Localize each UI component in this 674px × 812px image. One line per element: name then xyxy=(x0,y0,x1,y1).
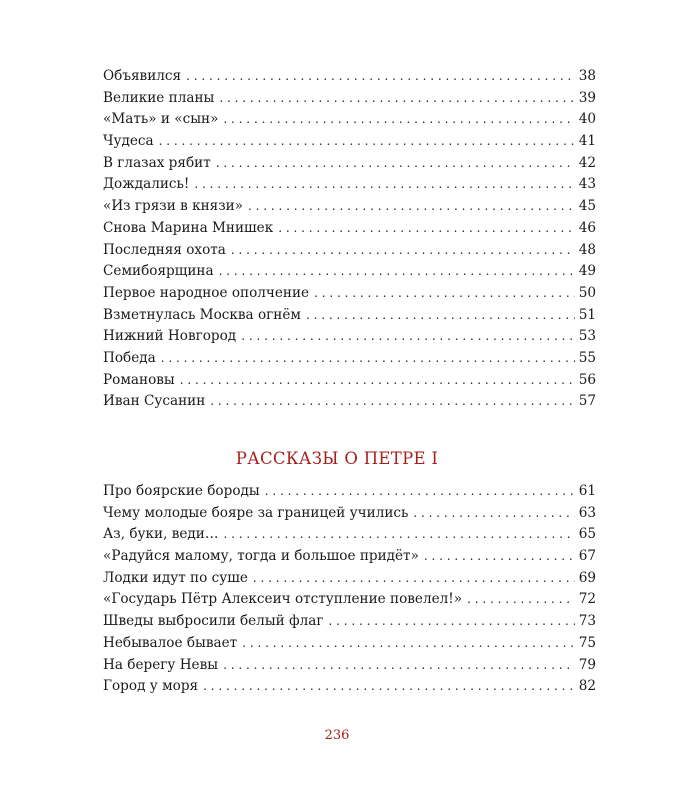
toc-entry-page: 40 xyxy=(578,111,596,128)
toc-entry-page: 65 xyxy=(578,526,596,543)
toc-entry xyxy=(103,370,596,392)
dot-leader xyxy=(203,676,575,698)
toc-entry-title: В глазах рябит xyxy=(103,154,211,171)
toc-entry-page: 57 xyxy=(578,393,596,410)
toc-entry xyxy=(103,153,596,175)
dot-leader xyxy=(278,218,574,240)
toc-entry-page: 50 xyxy=(578,284,596,301)
toc-entry xyxy=(103,109,596,131)
dot-leader xyxy=(248,196,575,218)
dot-leader xyxy=(467,589,575,611)
toc-entry-title: Семибоярщина xyxy=(103,263,214,280)
dot-leader xyxy=(241,326,575,348)
toc-entry xyxy=(103,611,596,633)
toc-entry-page: 43 xyxy=(578,176,596,193)
toc-entry-page: 56 xyxy=(578,371,596,388)
toc-entry xyxy=(103,196,596,218)
toc-entry-page: 45 xyxy=(578,198,596,215)
toc-entry-title: Победа xyxy=(103,349,156,366)
toc-list-lower xyxy=(103,481,596,698)
toc-entry-page: 53 xyxy=(578,328,596,345)
toc-entry-page: 55 xyxy=(578,349,596,366)
dot-leader xyxy=(223,655,575,677)
toc-entry xyxy=(103,655,596,677)
toc-entry xyxy=(103,546,596,568)
toc-entry xyxy=(103,240,596,262)
toc-entry-title: Иван Сусанин xyxy=(103,393,206,410)
toc-entry xyxy=(103,524,596,546)
dot-leader xyxy=(424,546,575,568)
toc-entry xyxy=(103,305,596,327)
toc-entry-title: «Мать» и «сын» xyxy=(103,111,219,128)
toc-entry-page: 51 xyxy=(578,306,596,323)
dot-leader xyxy=(186,66,575,88)
toc-entry-title: Дождались! xyxy=(103,176,190,193)
toc-entry-page: 73 xyxy=(578,613,596,630)
toc-entry-title: Последняя охота xyxy=(103,241,226,258)
toc-entry-page: 46 xyxy=(578,219,596,236)
toc-entry-title: Чему молодые бояре за границей учились xyxy=(103,504,409,521)
toc-entry-title: Про боярские бороды xyxy=(103,483,260,499)
toc-entry xyxy=(103,589,596,611)
dot-leader xyxy=(223,109,574,131)
dot-leader xyxy=(314,283,575,305)
section-heading: РАССКАЗЫ О ПЕТРЕ I xyxy=(235,449,439,468)
dot-leader xyxy=(231,240,575,262)
toc-entry-title: Город у моря xyxy=(103,678,199,695)
dot-leader xyxy=(242,633,575,655)
toc-entry-title: Небывалое бывает xyxy=(103,634,238,651)
toc-entry-page: 42 xyxy=(578,154,596,171)
toc-entry-title: Лодки идут по суше xyxy=(103,569,248,586)
toc-entry-title: Взметнулась Москва огнём xyxy=(103,306,301,323)
toc-entry xyxy=(103,676,596,698)
toc-entry xyxy=(103,481,596,503)
dot-leader xyxy=(219,88,574,110)
toc-entry xyxy=(103,283,596,305)
toc-entry xyxy=(103,503,596,525)
toc-entry-page: 39 xyxy=(578,89,596,106)
toc-entry xyxy=(103,568,596,590)
dot-leader xyxy=(180,370,575,392)
dot-leader xyxy=(210,391,574,413)
toc-entry-title: «Государь Пётр Алексеич отступление повелел!» xyxy=(103,591,463,608)
dot-leader xyxy=(194,174,574,196)
toc-entry-title: Нижний Новгород xyxy=(103,328,237,345)
toc-entry-title: Чудеса xyxy=(103,133,154,150)
toc-entry-title: Объявился xyxy=(103,68,182,84)
toc-entry-page: 67 xyxy=(578,548,596,565)
toc-entry xyxy=(103,326,596,348)
toc-entry xyxy=(103,218,596,240)
toc-entry-title: На берегу Невы xyxy=(103,656,219,673)
toc-entry-page: 75 xyxy=(578,634,596,651)
toc-entry-page: 69 xyxy=(578,569,596,586)
toc-entry xyxy=(103,174,596,196)
toc-entry-title: Романовы xyxy=(103,371,175,388)
toc-entry-title: Первое народное ополчение xyxy=(103,284,310,301)
dot-leader xyxy=(253,568,575,590)
toc-entry xyxy=(103,261,596,283)
dot-leader xyxy=(265,481,575,503)
toc-entry xyxy=(103,88,596,110)
toc-list-upper xyxy=(103,66,596,413)
dot-leader xyxy=(306,305,575,327)
dot-leader xyxy=(329,611,575,633)
toc-entry-page: 79 xyxy=(578,656,596,673)
toc-entry xyxy=(103,131,596,153)
toc-entry-page: 49 xyxy=(578,263,596,280)
toc-entry xyxy=(103,391,596,413)
toc-entry-title: «Радуйся малому, тогда и большое придёт» xyxy=(103,548,419,565)
toc-entry-page: 61 xyxy=(578,483,596,499)
dot-leader xyxy=(159,131,575,153)
toc-entry-page: 48 xyxy=(578,241,596,258)
toc-entry-title: Великие планы xyxy=(103,89,215,106)
page-number: 236 xyxy=(324,728,350,743)
toc-entry xyxy=(103,348,596,370)
dot-leader xyxy=(223,524,574,546)
toc-entry-page: 38 xyxy=(578,68,596,84)
toc-entry-title: Шведы выбросили белый флаг xyxy=(103,613,324,630)
toc-entry-page: 41 xyxy=(578,133,596,150)
toc-entry-page: 63 xyxy=(578,504,596,521)
toc-entry-title: Аз, буки, веди… xyxy=(103,526,219,543)
toc-entry xyxy=(103,633,596,655)
toc-entry xyxy=(103,66,596,88)
toc-entry-title: «Из грязи в князи» xyxy=(103,198,243,215)
dot-leader xyxy=(161,348,575,370)
dot-leader xyxy=(413,503,574,525)
dot-leader xyxy=(219,261,575,283)
toc-entry-page: 72 xyxy=(578,591,596,608)
toc-entry-page: 82 xyxy=(578,678,596,695)
toc-entry-title: Снова Марина Мнишек xyxy=(103,219,274,236)
dot-leader xyxy=(216,153,575,175)
